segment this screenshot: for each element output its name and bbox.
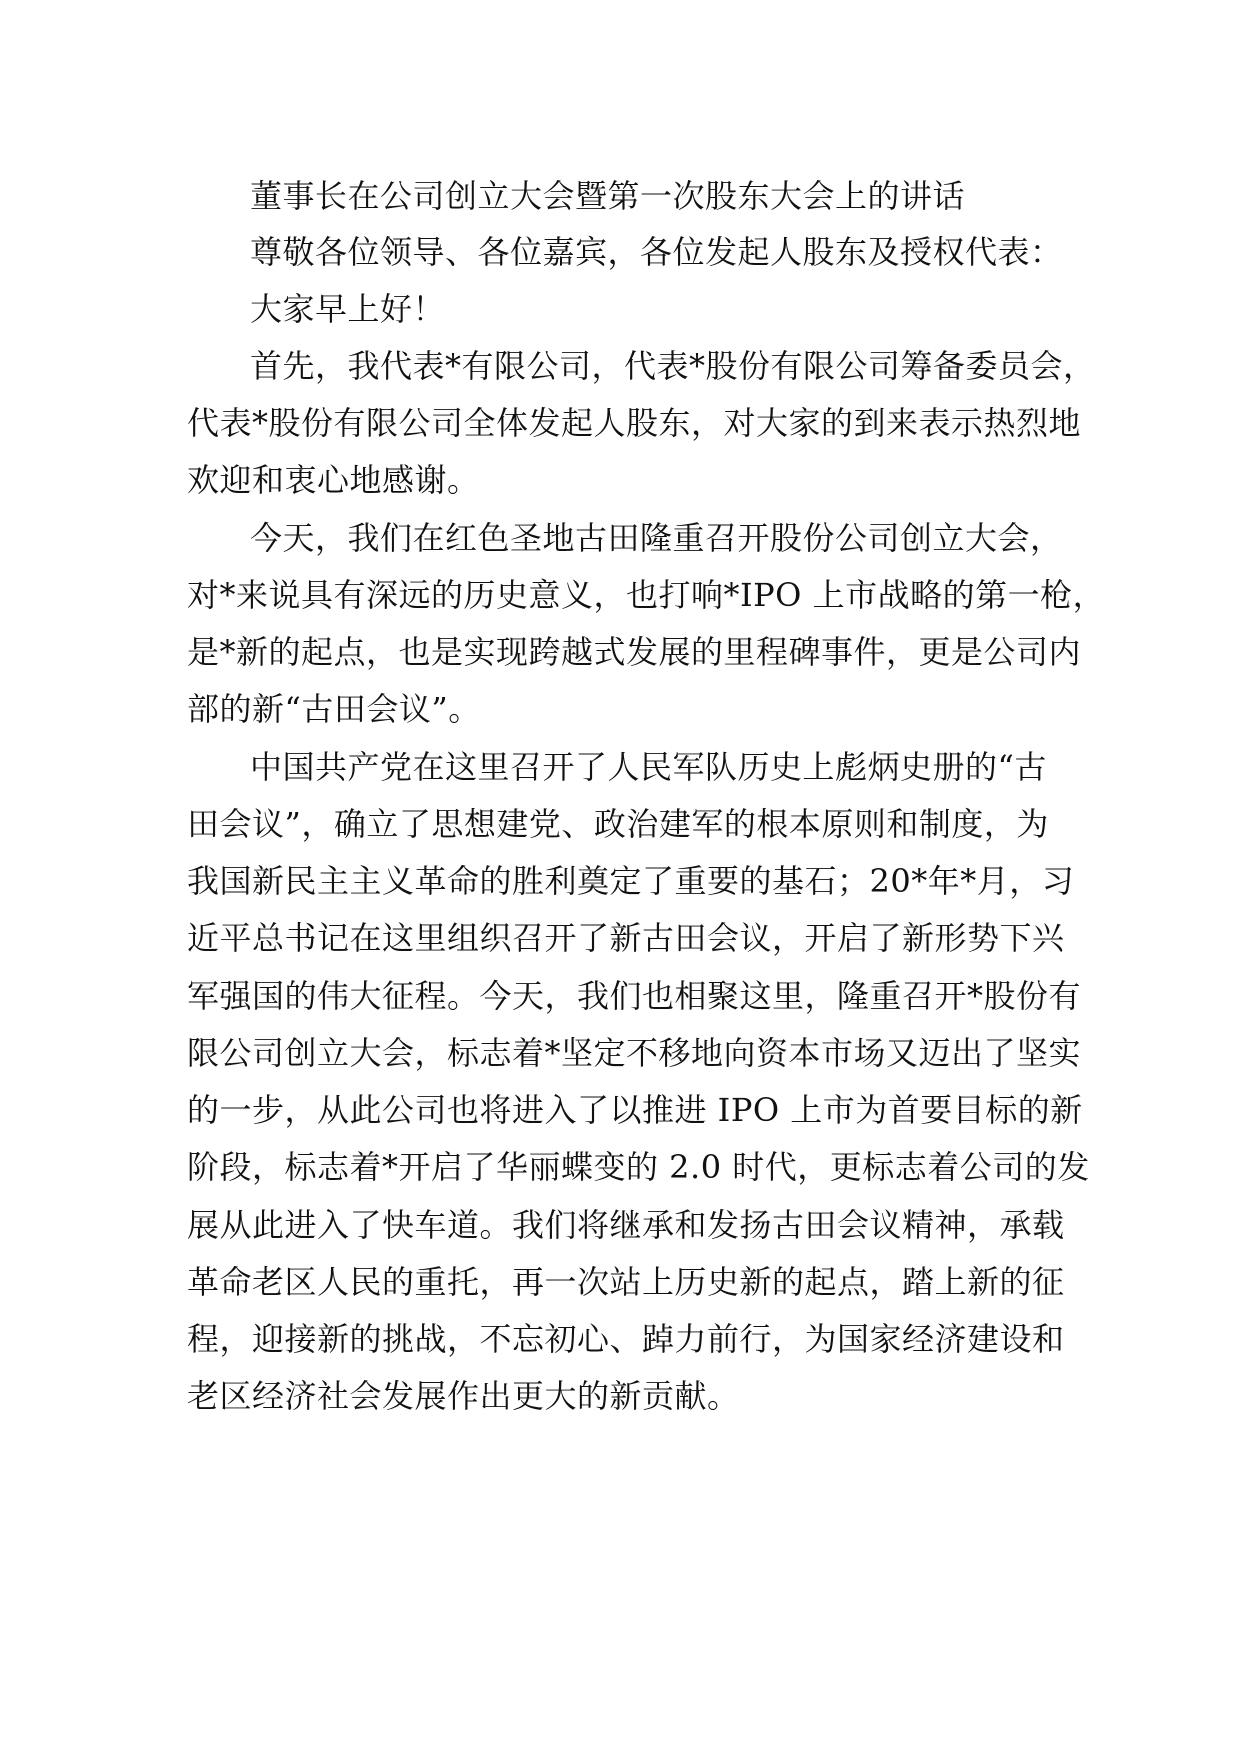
paragraph-line: 革命老区人民的重托，再一次站上历史新的起点，踏上新的征 — [187, 1263, 1065, 1301]
paragraph-line: 军强国的伟大征程。今天，我们也相聚这里，隆重召开*股份有 — [187, 977, 1082, 1015]
paragraph-line: 限公司创立大会，标志着*坚定不移地向资本市场又迈出了坚实 — [187, 1034, 1082, 1072]
paragraph-line: 首先，我代表*有限公司，代表*股份有限公司筹备委员会， — [250, 347, 1096, 385]
paragraph-line: 阶段，标志着*开启了华丽蝶变的 2.0 时代，更标志着公司的发 — [187, 1148, 1090, 1186]
paragraph-line: 我国新民主主义革命的胜利奠定了重要的基石；20*年*月，习 — [187, 862, 1075, 900]
paragraph-line: 老区经济社会发展作出更大的新贡献。 — [187, 1377, 740, 1415]
paragraph-line: 程，迎接新的挑战，不忘初心、踔力前行，为国家经济建设和 — [187, 1320, 1065, 1358]
greeting: 大家早上好！ — [250, 290, 446, 328]
paragraph-line: 的一步，从此公司也将进入了以推进 IPO 上市为首要目标的新 — [187, 1091, 1083, 1129]
paragraph-line: 中国共产党在这里召开了人民军队历史上彪炳史册的“古 — [250, 748, 1047, 786]
paragraph-line: 展从此进入了快车道。我们将继承和发扬古田会议精神，承载 — [187, 1206, 1065, 1244]
paragraph-line: 今天，我们在红色圣地古田隆重召开股份公司创立大会， — [250, 519, 1063, 557]
paragraph-line: 对*来说具有深远的历史意义，也打响*IPO 上市战略的第一枪， — [187, 576, 1106, 614]
paragraph-line: 部的新“古田会议”。 — [187, 690, 481, 728]
salutation: 尊敬各位领导、各位嘉宾，各位发起人股东及授权代表： — [250, 233, 1063, 271]
paragraph-line: 近平总书记在这里组织召开了新古田会议，开启了新形势下兴 — [187, 919, 1065, 957]
paragraph-line: 是*新的起点，也是实现跨越式发展的里程碑事件，更是公司内 — [187, 633, 1082, 671]
paragraph-line: 田会议”，确立了思想建党、政治建军的根本原则和制度，为 — [187, 805, 1049, 843]
paragraph-line: 欢迎和衷心地感谢。 — [187, 461, 480, 499]
document-title: 董事长在公司创立大会暨第一次股东大会上的讲话 — [250, 177, 966, 215]
paragraph-line: 代表*股份有限公司全体发起人股东，对大家的到来表示热烈地 — [187, 404, 1082, 442]
